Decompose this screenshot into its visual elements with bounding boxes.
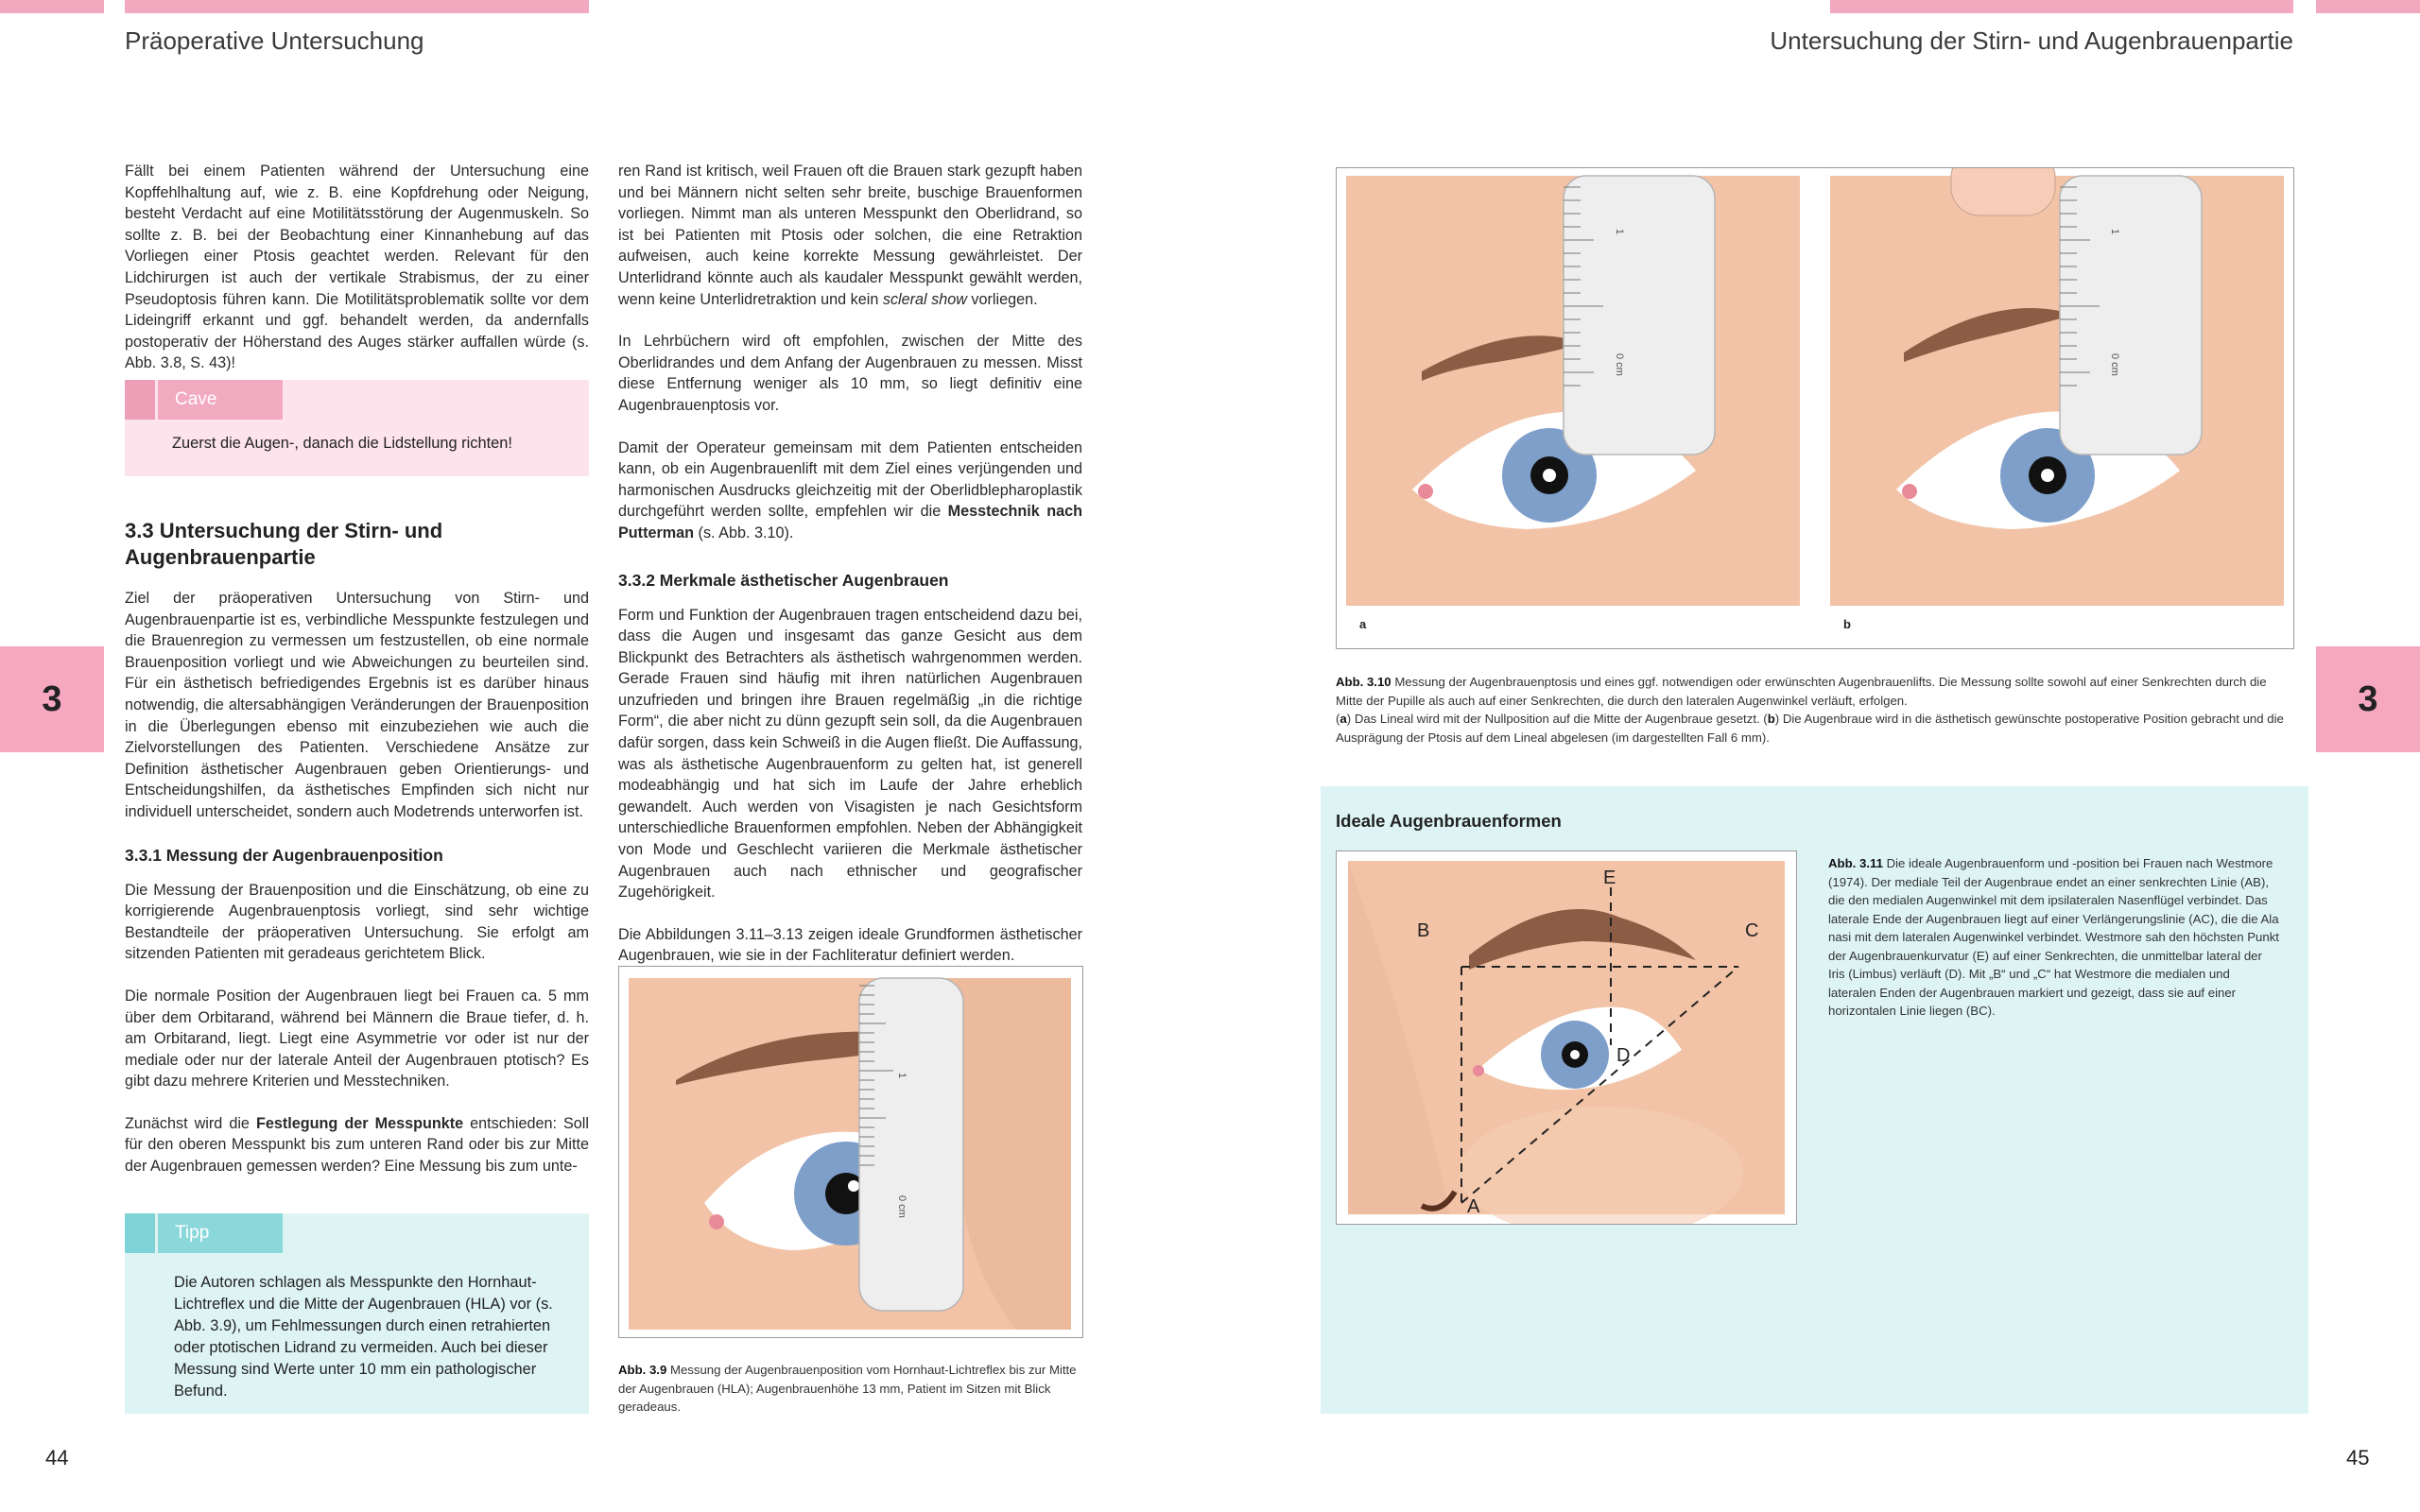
panel-a-ruler-label-1: 1 [1614, 229, 1625, 235]
panel-a-caruncle [1418, 484, 1433, 499]
paragraph-col2-1 [618, 161, 1082, 310]
figure-3-10-illustration [1337, 168, 2293, 648]
caption-a-text: Das Lineal wird mit der Nullposition auf die Mitte der Augenbraue gesetzt. ( [1351, 712, 1768, 726]
paragraph-col2-2: In Lehrbüchern wird oft empfohlen, zwischen der Mitte des Oberlidrandes und dem Anfang der Augenbrauen zu messen. Misst diese Entfernung weniger als 10 mm, so liegt definitiv eine Augenbrauenptosis vor. [618, 333, 1082, 414]
panel-b [1830, 168, 2284, 631]
top-accent-bar-right-column [1830, 0, 2293, 13]
figure-3-10 [1336, 167, 2294, 649]
panel-a-reflex [1543, 469, 1556, 482]
light-reflex [848, 1180, 859, 1192]
subheading-3-3-1: 3.3.1 Messung der Augenbrauenposition [125, 845, 443, 865]
chapter-tab-left: 3 [0, 646, 104, 752]
panel-a [1346, 176, 1800, 631]
panel-b-finger [1951, 168, 2055, 215]
panel-a-ruler [1564, 176, 1715, 455]
light-reflex [1570, 1050, 1580, 1059]
top-accent-bar-right-edge [2316, 0, 2420, 13]
caption-label: Abb. 3.9 [618, 1363, 667, 1377]
tipp-label: Tipp [158, 1213, 283, 1253]
figure-3-9-illustration [619, 967, 1082, 1337]
paragraph-col2-4: Form und Funktion der Augenbrauen tragen entscheidend dazu bei, dass die Augen und insgesamt das ganze Gesicht aus dem Blickpunkt des Betrachters als ästhetisch wahrgenommen werden. Gerade Frauen sind häufig mit ihren natürlichen Augenbrauen unzufrieden und bringen ihre Brauen regelmäßig „in die richtige Form“, die aber nicht zu dünn gezupft sein soll, da die Augenbrauen dafür sorgen, dass kein Schweiß in die Augen fließt. Die Auffassung, was als ästhetische Augenbrauenform zu gelten hat, ist generell modeabhängig und hat sich im Laufe der Jahre erheblich gewandelt. Auch werden von Visagisten je nach Gesichtsform unterschiedliche Brauenformen empfohlen. Neben der Abhängigkeit von Mode und Geschlecht variieren die Merkmale ästhetischer Augenbrauen auch nach ethnischer und geografischer Zugehörigkeit. [618, 606, 1082, 902]
figure-3-11-illustration [1337, 851, 1796, 1224]
caption-label: Abb. 3.11 [1828, 856, 1883, 870]
cave-box [125, 380, 589, 476]
tipp-box [125, 1213, 589, 1414]
chapter-tab-right: 3 [2316, 646, 2420, 752]
text-run: ren Rand ist kritisch, weil Frauen oft die Brauen stark gezupft haben und bei Männern nicht selten sehr breite, buschige Brauenformen vorliegen. Nimmt man als unteren Messpunkt den Oberlidrand, so ist bei Patienten mit Ptosis oder solchen, die eine Retraktion aufweisen, auch keine korrekte Messung gewährleistet. Der Unterlidrand könnte auch als kaudaler Messpunkt gewählt werden, wenn keine Unterlidretraktion und kein [618, 163, 1082, 308]
caption-label: Abb. 3.10 [1336, 675, 1392, 689]
italic-term: scleral show [882, 290, 967, 308]
caruncle [709, 1214, 724, 1229]
panel-b-label: b [1843, 617, 1851, 631]
ruler-label-1: 1 [896, 1073, 908, 1079]
bold-term: Messtechnik nach Putterman [618, 503, 1083, 541]
text-run: Damit der Operateur gemeinsam mit dem Patienten entscheiden kann, ob ein Augenbrauenlift mit dem Ziel eines verjüngenden und harmonischen Ausdrucks gleichzeitig mit der Oberlidblepharoplastik durchgeführt werden sollte, empfehlen wir die [618, 438, 1082, 521]
page-number-left: 44 [45, 1446, 69, 1469]
panel-a-label: a [1359, 617, 1367, 631]
tipp-text: Die Autoren schlagen als Messpunkte den Hornhaut-Lichtreflex und die Mitte der Augenbrauen (HLA) vor (s. Abb. 3.9), um Fehlmessungen durch einen retrahierten oder ptotischen Lidrand zu vermeiden. Auch bei dieser Messung sind Werte unter 10 mm ein pathologischer Befund. [174, 1274, 553, 1400]
ideal-brow-box-title: Ideale Augenbrauenformen [1336, 811, 1562, 831]
paragraph-col2-5: Die Abbildungen 3.11–3.13 zeigen ideale Grundformen ästhetischer Augenbrauen, wie sie in der Fachliteratur definiert werden. [618, 925, 1082, 965]
column-2-text [618, 161, 1082, 988]
panel-a-ruler-label-0: 0 cm [1614, 353, 1625, 376]
cave-label: Cave [158, 380, 283, 420]
caption-b-label: b [1767, 712, 1775, 726]
figure-3-10-caption: Abb. 3.10 Messung der Augenbrauenptosis und eines ggf. notwendigen oder erwünschten Augenbrauenlifts. Die Messung sollte sowohl auf einer Senkrechten durch die Mitte der Pupille als auch auf einer Senkrechten, die durch den lateralen Augenwinkel verläuft, erfolgen. (a) Das Lineal wird mit der Nullposition auf die Mitte der Augenbraue gesetzt. (b) Die Augenbraue wird in die ästhetisch gewünschte postoperative Position gebracht und die Ausprägung der Ptosis auf dem Lineal abgelesen (im dargestellten Fall 6 mm). [1336, 675, 2284, 745]
paragraph-col2-3 [618, 438, 1082, 544]
bold-term: Festlegung der Messpunkte [255, 1114, 464, 1132]
point-label-E: E [1603, 868, 1616, 888]
point-label-C: C [1745, 920, 1759, 941]
cave-text: Zuerst die Augen-, danach die Lidstellung richten! [172, 435, 512, 452]
panel-b-ruler [2060, 176, 2202, 455]
caption-text: Messung der Augenbrauenposition vom Hornhaut-Lichtreflex bis zur Mitte der Augenbrauen (HLA); Augenbrauenhöhe 13 mm, Patient im Sitzen mit Blick geradeaus. [618, 1363, 1077, 1414]
tipp-label-bar [125, 1213, 283, 1253]
column-1-section [125, 518, 589, 1198]
panel-b-skin [1830, 176, 2284, 606]
figure-3-9 [618, 966, 1083, 1338]
column-1-intro [125, 161, 589, 395]
caption-b-text: ) Die Augenbraue wird in die ästhetisch gewünschte postoperative Position gebracht und die Ausprägung der Ptosis auf dem Lineal abgelesen (im dargestellten Fall 6 mm). [1336, 712, 2284, 745]
paragraph-section-intro: Ziel der präoperativen Untersuchung von Stirn- und Augenbrauenpartie ist es, verbindliche Messpunkte festzulegen und die Brauenregion zu vermessen um festzustellen, ob eine normale Brauenposition vorliegt und wie Abweichungen zu beurteilen sind. Für ein ästhetisch befriedigendes Ergebnis ist es darüber hinaus notwendig, die altersabhängigen Veränderungen der Brauenposition in die Überlegungen ebenso mit einzubeziehen wie auch die Zielvorstellungen des Patienten. Verschiedene Ansätze zur Definition ästhetischer Augenbrauen geben Orientierungs- und Entscheidungshilfen, da ästhetisches Empfinden sich nicht nur individuell unterscheidet, sondern auch Modetrends unterworfen ist. [125, 590, 589, 820]
paragraph-331-a: Die Messung der Brauenposition und die Einschätzung, ob eine zu korrigierende Augenbrauenptosis vorliegt, sind sehr wichtige Bestandteile der präoperativen Untersuchung. Sie erfolgt am sitzenden Patienten mit geradeaus gerichtetem Blick. [125, 881, 589, 963]
running-head-right: Untersuchung der Stirn- und Augenbrauenpartie [1770, 26, 2293, 55]
paragraph-331-b: Die normale Position der Augenbrauen liegt bei Frauen ca. 5 mm über dem Orbitarand, während bei Männern die Braue tiefer, d. h. am Orbitarand, liegt. Liegt eine Asymmetrie vor oder ist nur der mediale oder nur der laterale Anteil der Augenbrauen ptotisch? Es gibt dazu mehrere Kriterien und Messtechniken. [125, 987, 589, 1091]
panel-b-ruler-label-1: 1 [2109, 229, 2120, 235]
caption-text: Die ideale Augenbrauenform und -position bei Frauen nach Westmore (1974). Der mediale Teil der Augenbraue endet an einer senkrechten Linie (AB), die den medialen Augenwinkel mit dem ipsilateralen Nasenflügel verbindet. Das laterale Ende der Augenbrauen liegt auf einer Verlängerungslinie (AC), die die Ala nasi mit dem lateralen Augenwinkel verbindet. Westmore sah den höchsten Punkt der Augenbrauenkurvatur (E) auf einer Senkrechten, die unmittelbar lateral der Iris (Limbus) verläuft (D). Mit „B“ und „C“ hat Westmore die medialen und lateralen Enden der Augenbrauen markiert und gezeigt, dass sie auf einer horizontalen Linie liegen (BC). [1828, 856, 2279, 1018]
panel-b-caruncle [1902, 484, 1917, 499]
ruler [859, 978, 963, 1311]
tipp-label-stub [125, 1213, 155, 1253]
cave-label-bar [125, 380, 283, 420]
point-label-B: B [1417, 920, 1430, 941]
point-label-A: A [1467, 1196, 1480, 1217]
text-run: Zunächst wird die [125, 1114, 256, 1132]
paragraph-intro: Fällt bei einem Patienten während der Untersuchung eine Kopffehlhaltung auf, wie z. B. eine Kopfdrehung oder Neigung, besteht Verdacht auf eine Motilitätsstörung der Augenmuskeln. So sollte z. B. bei der Beobachtung einer Kinnanhebung auf das Vorliegen einer Ptosis geachtet werden. Relevant für den Lidchirurgen ist auch der vertikale Strabismus, der zu einer Pseudoptosis führen kann. Die Motilitätsproblematik sollte vor dem Lideingriff erkannt und ggf. behandelt werden, da andernfalls postoperativ der Höherstand des Auges stärker auffallen würde (s. Abb. 3.8, S. 43)! [125, 163, 589, 372]
text-run: (s. Abb. 3.10). [694, 524, 794, 541]
page-number-right: 45 [2346, 1446, 2370, 1469]
figure-3-11-caption [1828, 854, 2280, 1021]
text-run: vorliegen. [966, 290, 1038, 308]
paragraph-331-c [125, 1113, 589, 1177]
cave-label-stub [125, 380, 155, 420]
point-label-D: D [1616, 1045, 1631, 1066]
text-run: entschieden: Soll für den oberen Messpunkt bis zum unteren Rand oder bis zur Mitte der Augenbrauen gemessen werden? Eine Messung bis zum unte- [125, 1114, 590, 1176]
caption-a-label: a [1340, 712, 1347, 726]
ideal-brow-box [1321, 786, 2308, 1414]
top-accent-bar-left-column [125, 0, 589, 13]
caruncle [1473, 1065, 1484, 1076]
caption-text: Messung der Augenbrauenptosis und eines ggf. notwendigen oder erwünschten Augenbrauenlifts. Die Messung sollte sowohl auf einer Senkrechten durch die Mitte der Pupille als auch auf einer Senkrechten, die durch den lateralen Augenwinkel verläuft, erfolgen. [1336, 675, 2267, 708]
section-heading-3-3: 3.3 Untersuchung der Stirn- und Augenbrauenpartie [125, 519, 443, 569]
running-head-left: Präoperative Untersuchung [125, 26, 424, 55]
panel-b-reflex [2041, 469, 2054, 482]
figure-3-9-caption [618, 1361, 1082, 1417]
top-accent-bar-left-edge [0, 0, 104, 13]
panel-b-ruler-label-0: 0 cm [2109, 353, 2120, 376]
ruler-label-0: 0 cm [896, 1195, 908, 1218]
figure-3-11 [1336, 850, 1797, 1225]
subheading-3-3-2: 3.3.2 Merkmale ästhetischer Augenbrauen [618, 570, 949, 590]
